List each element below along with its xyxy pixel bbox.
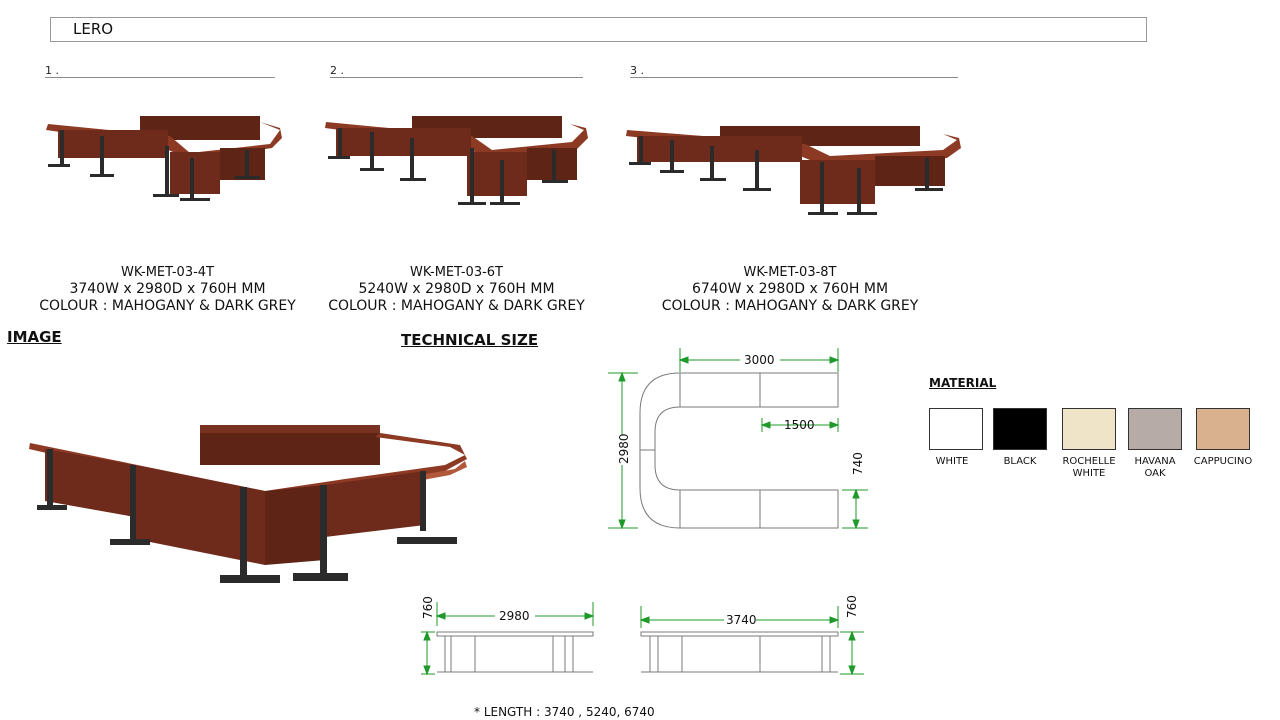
product-2-size: 5240W x 2980D x 760H MM [358, 281, 555, 297]
product-3-model: WK-MET-03-8T [743, 265, 837, 280]
dim-front-width: 3740 [726, 613, 757, 627]
product-3-caption [645, 264, 935, 315]
dim-depth: 2980 [617, 433, 631, 464]
swatch-cappucino [1196, 408, 1250, 450]
swatch-label-rochelle-line1: ROCHELLE [1062, 456, 1116, 467]
product-2-number: 2 . [330, 64, 344, 77]
technical-size-heading: TECHNICAL SIZE [401, 331, 539, 349]
swatch-label-havana-line2: OAK [1144, 468, 1166, 479]
swatch-label-cappucino: CAPPUCINO [1193, 456, 1253, 467]
product-1-model: WK-MET-03-4T [120, 265, 215, 280]
product-1-colour: COLOUR : MAHOGANY & DARK GREY [39, 298, 296, 314]
swatch-rochelle-white [1062, 408, 1116, 450]
swatch-white [929, 408, 983, 450]
product-3-colour: COLOUR : MAHOGANY & DARK GREY [661, 298, 919, 314]
front-elevation-drawing [632, 592, 872, 680]
swatch-label-white: WHITE [935, 456, 969, 467]
product-2-colour: COLOUR : MAHOGANY & DARK GREY [328, 298, 585, 314]
image-heading: IMAGE [7, 328, 62, 346]
product-2-caption [315, 264, 598, 315]
product-2-image [322, 108, 592, 213]
product-1-number: 1 . [45, 64, 59, 77]
length-note: * LENGTH : 3740 , 5240, 6740 [474, 705, 655, 719]
swatch-black [993, 408, 1047, 450]
material-heading: MATERIAL [929, 376, 997, 390]
side-elevation-drawing [415, 592, 605, 680]
dim-front-height: 760 [845, 595, 859, 618]
swatch-label-havana-line1: HAVANA [1134, 456, 1176, 467]
product-3-rule [630, 77, 958, 78]
product-2-rule [330, 77, 583, 78]
swatch-label-rochelle-line2: WHITE [1072, 468, 1106, 479]
main-product-image [25, 415, 475, 600]
dim-side-width: 2980 [499, 609, 530, 623]
dim-half-width: 1500 [784, 418, 815, 432]
product-3-size: 6740W x 2980D x 760H MM [691, 281, 889, 297]
product-2-model: WK-MET-03-6T [409, 265, 504, 280]
page-title: LERO [73, 20, 114, 38]
product-1-rule [45, 77, 275, 78]
product-3-image [625, 120, 965, 225]
title-box [50, 17, 1147, 42]
dim-leg-depth: 740 [851, 452, 865, 475]
swatch-havana-oak [1128, 408, 1182, 450]
plan-view-drawing [600, 340, 890, 540]
swatch-label-black: BLACK [1003, 456, 1037, 467]
product-1-image [40, 108, 290, 208]
dim-side-height: 760 [421, 596, 435, 619]
product-1-size: 3740W x 2980D x 760H MM [69, 281, 266, 297]
product-3-number: 3 . [630, 64, 644, 77]
dim-top-width: 3000 [744, 353, 775, 367]
product-1-caption [25, 264, 310, 315]
